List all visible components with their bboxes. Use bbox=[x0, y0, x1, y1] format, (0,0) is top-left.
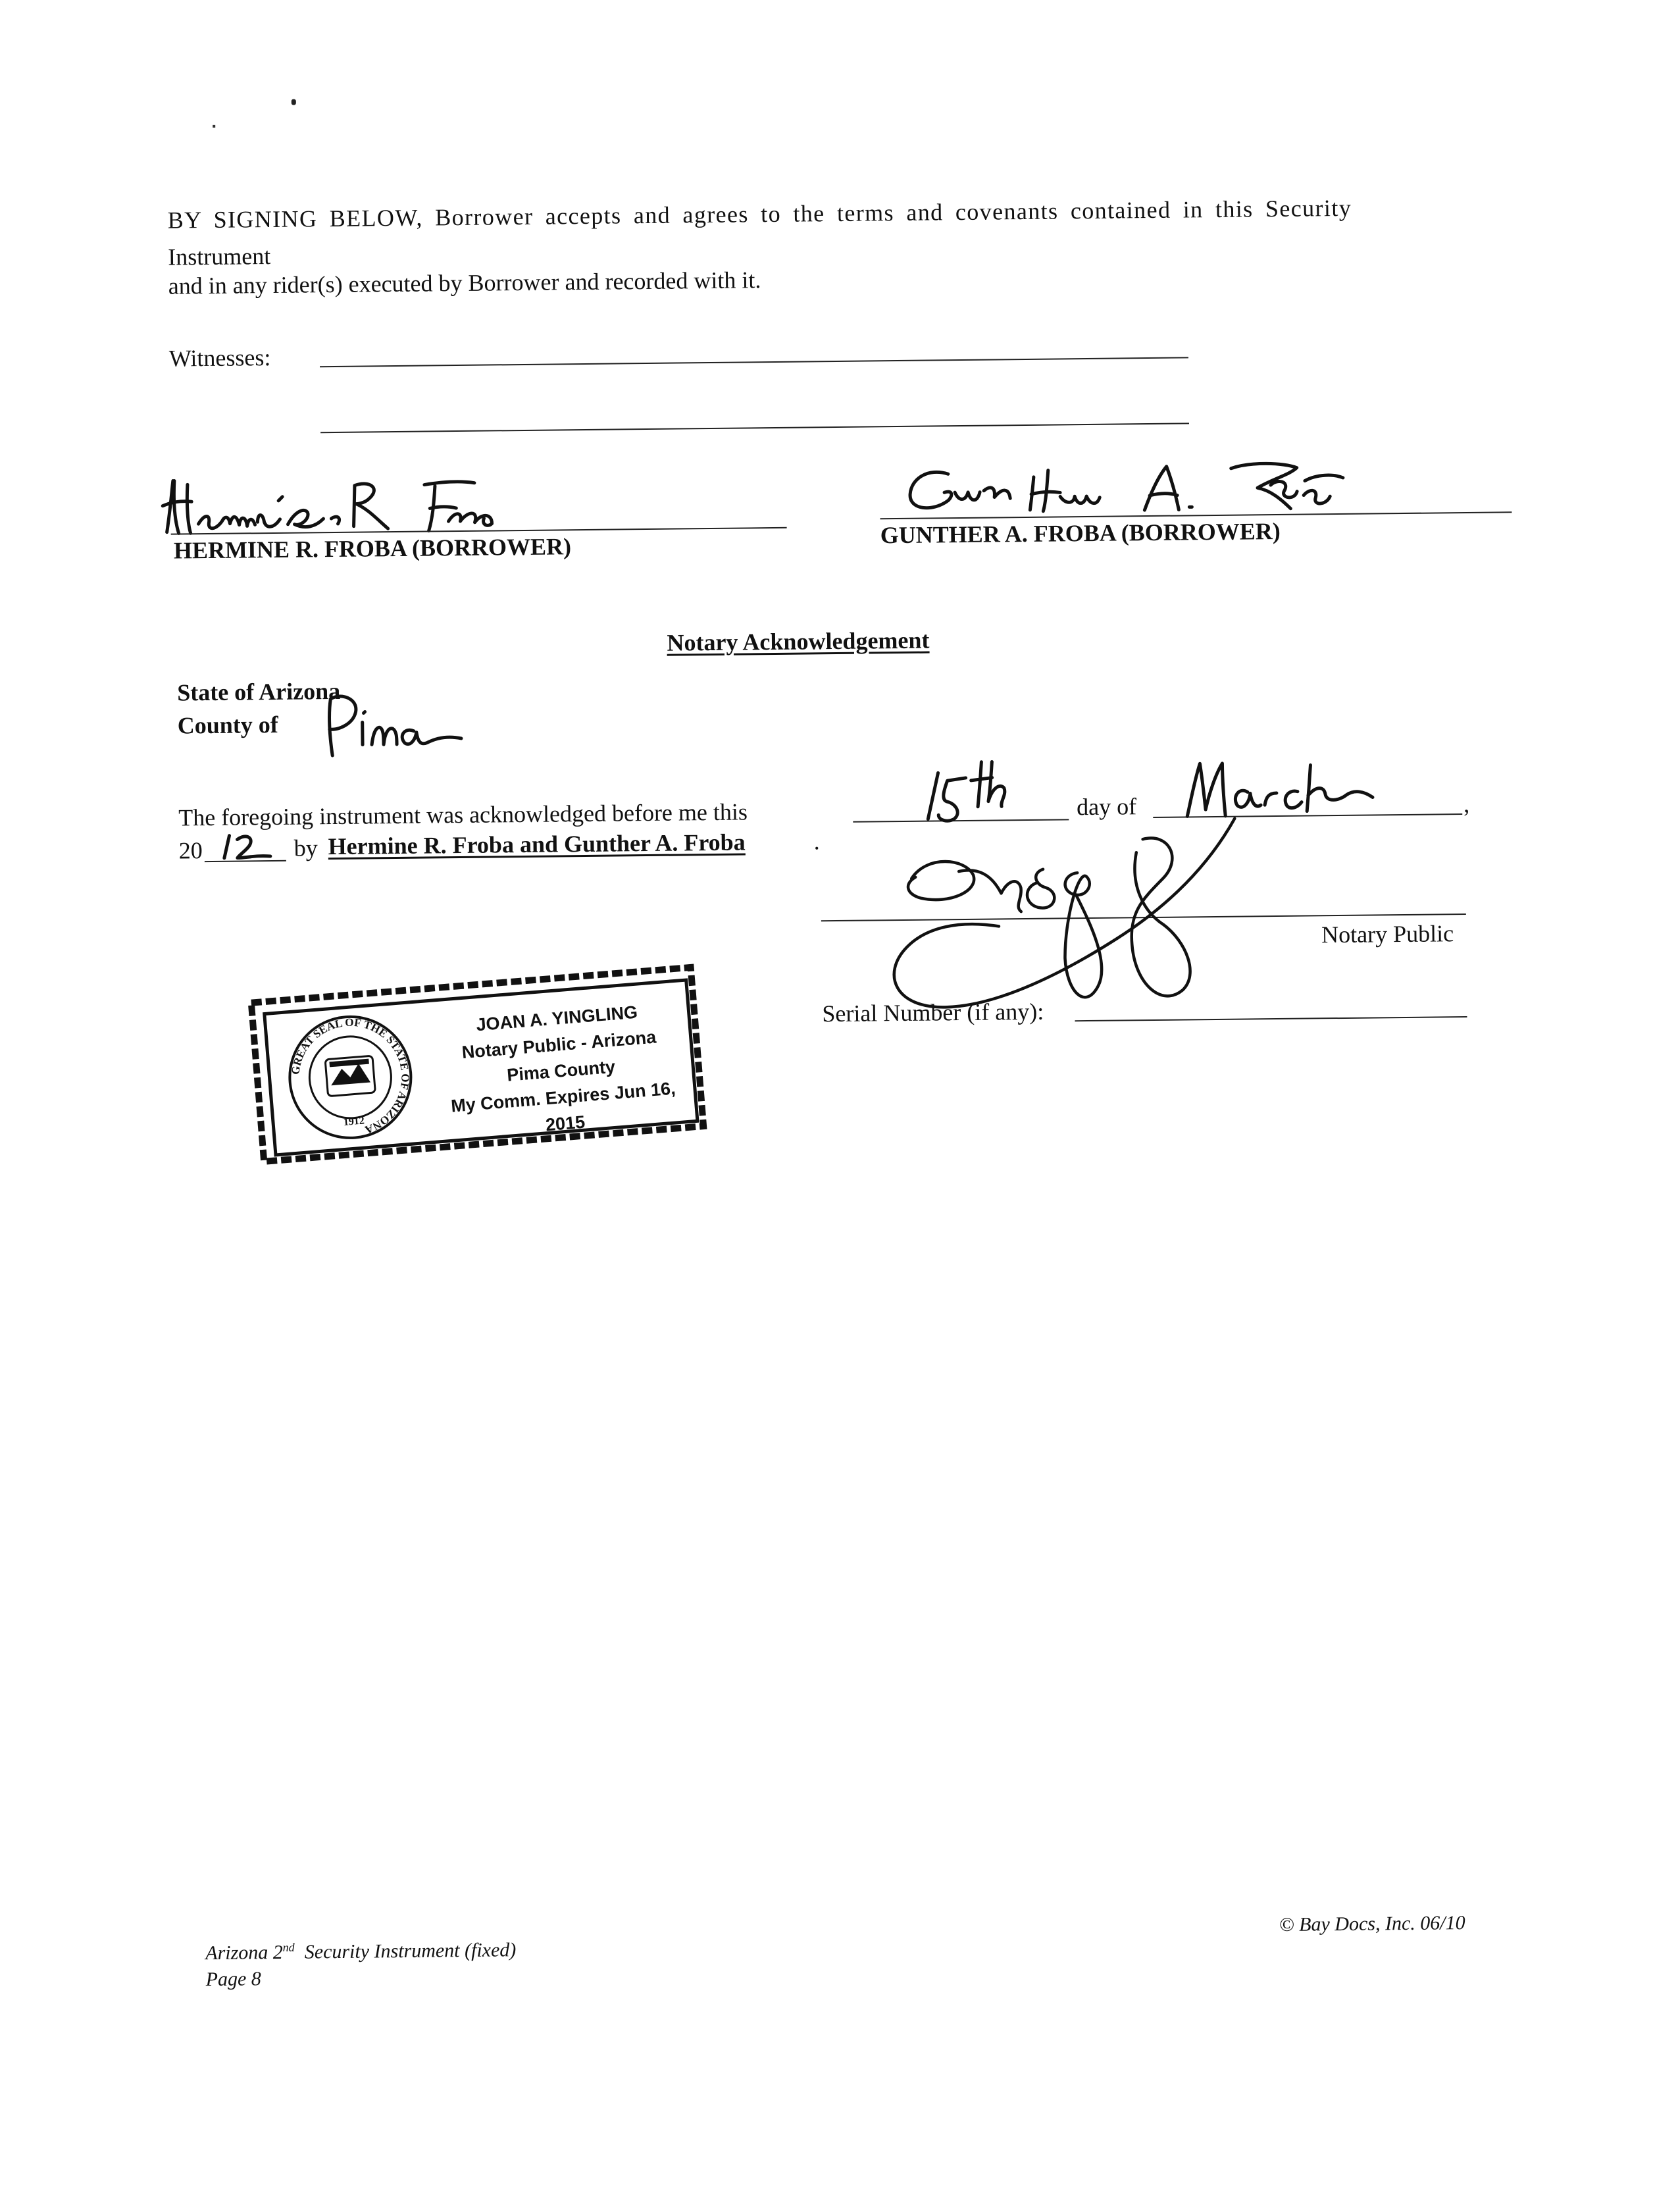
stamp-county: Pima County bbox=[506, 1056, 617, 1085]
stamp-text-block bbox=[431, 995, 691, 1146]
county-label: County of bbox=[177, 711, 278, 739]
witness-line-1 bbox=[320, 357, 1188, 367]
state-seal-icon bbox=[280, 1006, 421, 1148]
borrower-1-name: HERMINE R. FROBA (BORROWER) bbox=[173, 533, 572, 564]
borrower-2-name: GUNTHER A. FROBA (BORROWER) bbox=[880, 517, 1281, 549]
intro-line-3: and in any rider(s) executed by Borrower and recorded with it. bbox=[168, 267, 761, 299]
footer-form-suffix: Security Instrument (fixed) bbox=[304, 1939, 517, 1963]
notary-title: Notary Acknowledgement bbox=[667, 627, 930, 656]
footer-form-prefix: Arizona 2 bbox=[205, 1941, 283, 1965]
parties: Hermine R. Froba and Gunther A. Froba bbox=[328, 829, 746, 860]
notary-public-label: Notary Public bbox=[1321, 920, 1454, 948]
day-of-label: day of bbox=[1076, 793, 1137, 821]
footer-form-sup: nd bbox=[282, 1940, 295, 1954]
comma: , bbox=[1463, 790, 1470, 818]
footer-copyright: © Bay Docs, Inc. 06/10 bbox=[1279, 1912, 1465, 1936]
seal-year: 1912 bbox=[343, 1115, 365, 1128]
serial-label: Serial Number (if any): bbox=[822, 998, 1044, 1027]
ack-text: The foregoing instrument was acknowledged before me this bbox=[178, 798, 748, 831]
intro-line-2: Instrument bbox=[168, 242, 271, 270]
witnesses-label: Witnesses: bbox=[168, 344, 271, 372]
county-handwritten bbox=[315, 688, 467, 765]
by-label: by bbox=[293, 835, 318, 862]
period: . bbox=[813, 828, 820, 855]
notary-stamp bbox=[244, 960, 711, 1168]
witness-line-2 bbox=[320, 423, 1189, 433]
scan-speck bbox=[213, 125, 215, 128]
stamp-notary-name: JOAN A. YINGLING bbox=[475, 1002, 639, 1035]
state-label: State of Arizona bbox=[177, 677, 341, 706]
intro-line-1: BY SIGNING BELOW, Borrower accepts and agrees to the terms and covenants contained in this Security bbox=[167, 194, 1352, 234]
year-prefix: 20 bbox=[178, 837, 203, 864]
footer-page: Page 8 bbox=[205, 1968, 261, 1991]
year-handwritten bbox=[215, 829, 288, 872]
scan-speck bbox=[292, 99, 296, 105]
seal-text: GREAT SEAL OF THE STATE OF ARIZONA bbox=[289, 1016, 412, 1137]
stamp-notary-title: Notary Public - Arizona bbox=[461, 1027, 657, 1063]
footer-form-name bbox=[205, 1932, 517, 1967]
stamp-expires: My Comm. Expires Jun 16, 2015 bbox=[450, 1078, 676, 1135]
